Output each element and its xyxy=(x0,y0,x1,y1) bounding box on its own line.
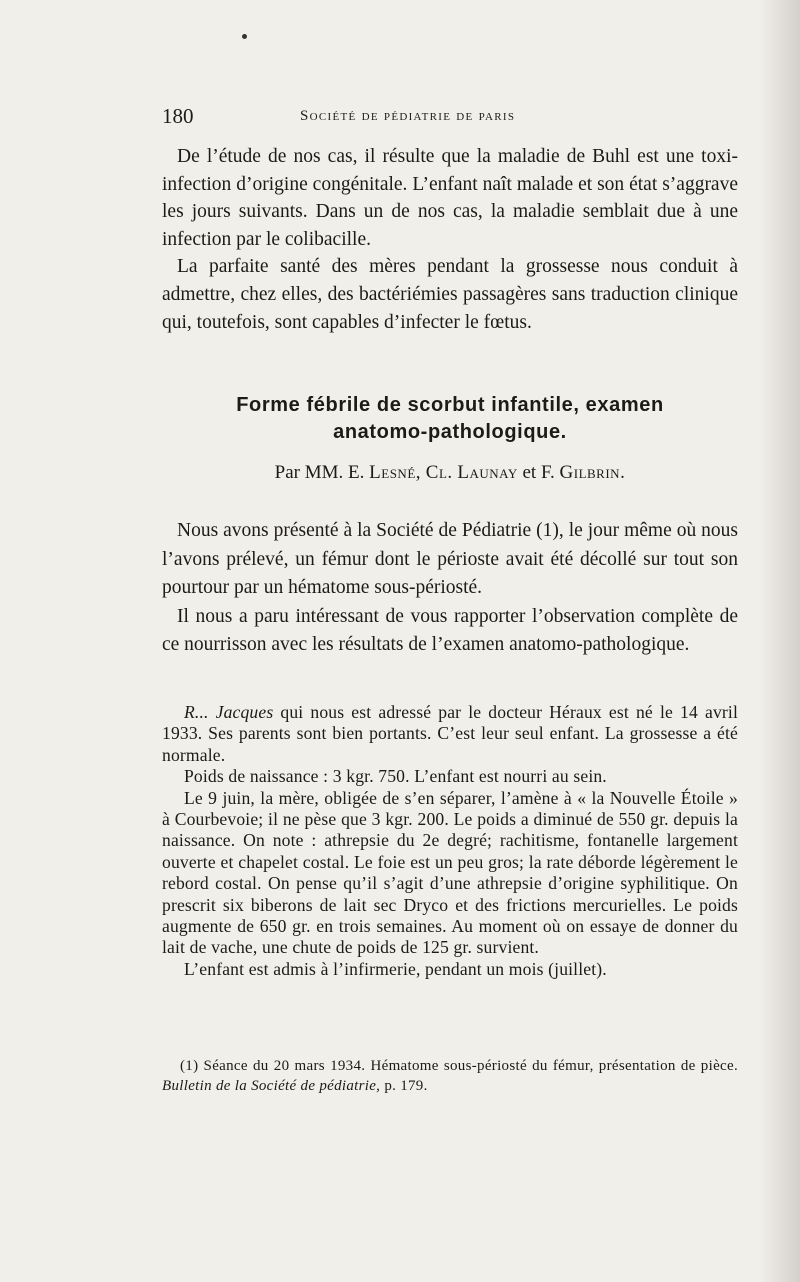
observation-paragraph-1-text: qui nous est adressé par le docteur Héraux est né le 14 avril 1933. Ses parents sont bien portants. C’est leur seul enfant. La grossesse a été normale. xyxy=(162,702,738,765)
author-gilbrin: Gilbrin. xyxy=(559,462,626,483)
article-title-line-2: anatomo-pathologique. xyxy=(333,421,567,443)
article-intro xyxy=(162,517,738,660)
observation-section xyxy=(162,702,738,980)
intro-paragraph-2: La parfaite santé des mères pendant la grossesse nous conduit à admettre, chez elles, des bactériémies passagères sans traduction clinique qui, toutefois, sont capables d’infecter le fœtus. xyxy=(162,256,738,333)
observation-paragraph-2: Poids de naissance : 3 kgr. 750. L’enfant est nourri au sein. xyxy=(184,766,607,787)
authors-and: et F. xyxy=(522,462,555,483)
observation-paragraph-3: Le 9 juin, la mère, obligée de s’en séparer, l’amène à « la Nouvelle Étoile » à Courbevoie; il ne pèse que 3 kgr. 200. Le poids a diminué de 550 gr. depuis la naissance. On note : athrepsie du 2e degré; rachitisme, fontanelle largement ouverte et chapelet costal. Le foie est un peu gros; la rate déborde légèrement le rebord costal. On pense qu’il s’agit d’une athrepsie d’origine syphilitique. On prescrit six biberons de lait sec Dryco et des frictions mercurielles. Le poids augmente de 650 gr. en trois semaines. Au moment où on essaye de donner du lait de vache, une chute de poids de 125 gr. survient. xyxy=(162,787,738,958)
page-header xyxy=(162,104,738,134)
article-paragraph-2: Il nous a paru intéressant de vous rapporter l’observation complète de ce nourrisson avec les résultats de l’examen anatomo-pathologique. xyxy=(162,605,738,655)
intro-paragraph-1: De l’étude de nos cas, il résulte que la maladie de Buhl est une toxi-infection d’origine congénitale. L’enfant naît malade et son état s’aggrave les jours suivants. Dans un de nos cas, la maladie semblait due à une infection par le colibacille. xyxy=(162,146,738,250)
intro-section xyxy=(162,143,738,336)
running-title: Société de pédiatrie de paris xyxy=(300,108,516,124)
page-edge-shadow xyxy=(760,0,800,1282)
patient-name: R... Jacques xyxy=(184,702,274,722)
article-paragraph-1: Nous avons présenté à la Société de Pédiatrie (1), le jour même où nous l’avons prélevé, un fémur dont le périoste avait été décollé sur tout son pourtour par un hématome sous-périosté. xyxy=(162,520,738,598)
observation-paragraph-4: L’enfant est admis à l’infirmerie, pendant un mois (juillet). xyxy=(184,958,607,979)
author-launay-initial: Cl. xyxy=(425,462,453,483)
footnote-paragraph xyxy=(162,1056,738,1096)
footnote-journal: Bulletin de la Société de pédiatrie, xyxy=(162,1078,381,1094)
footnote xyxy=(162,1056,738,1096)
article-authors xyxy=(162,462,738,484)
footnote-text: (1) Séance du 20 mars 1934. Hématome sous-périosté du fémur, présentation de pièce. xyxy=(180,1058,738,1074)
page-number: 180 xyxy=(162,104,194,128)
authors-prefix: Par MM. E. xyxy=(274,462,365,483)
article-title-line-1: Forme fébrile de scorbut infantile, examen xyxy=(236,394,664,416)
footnote-page: p. 179. xyxy=(384,1078,428,1094)
observation-paragraph-1 xyxy=(162,702,738,766)
ink-speck xyxy=(242,34,247,39)
author-lesne: Lesné, xyxy=(369,462,422,483)
author-launay: Launay xyxy=(457,462,518,483)
article-title xyxy=(162,392,738,446)
